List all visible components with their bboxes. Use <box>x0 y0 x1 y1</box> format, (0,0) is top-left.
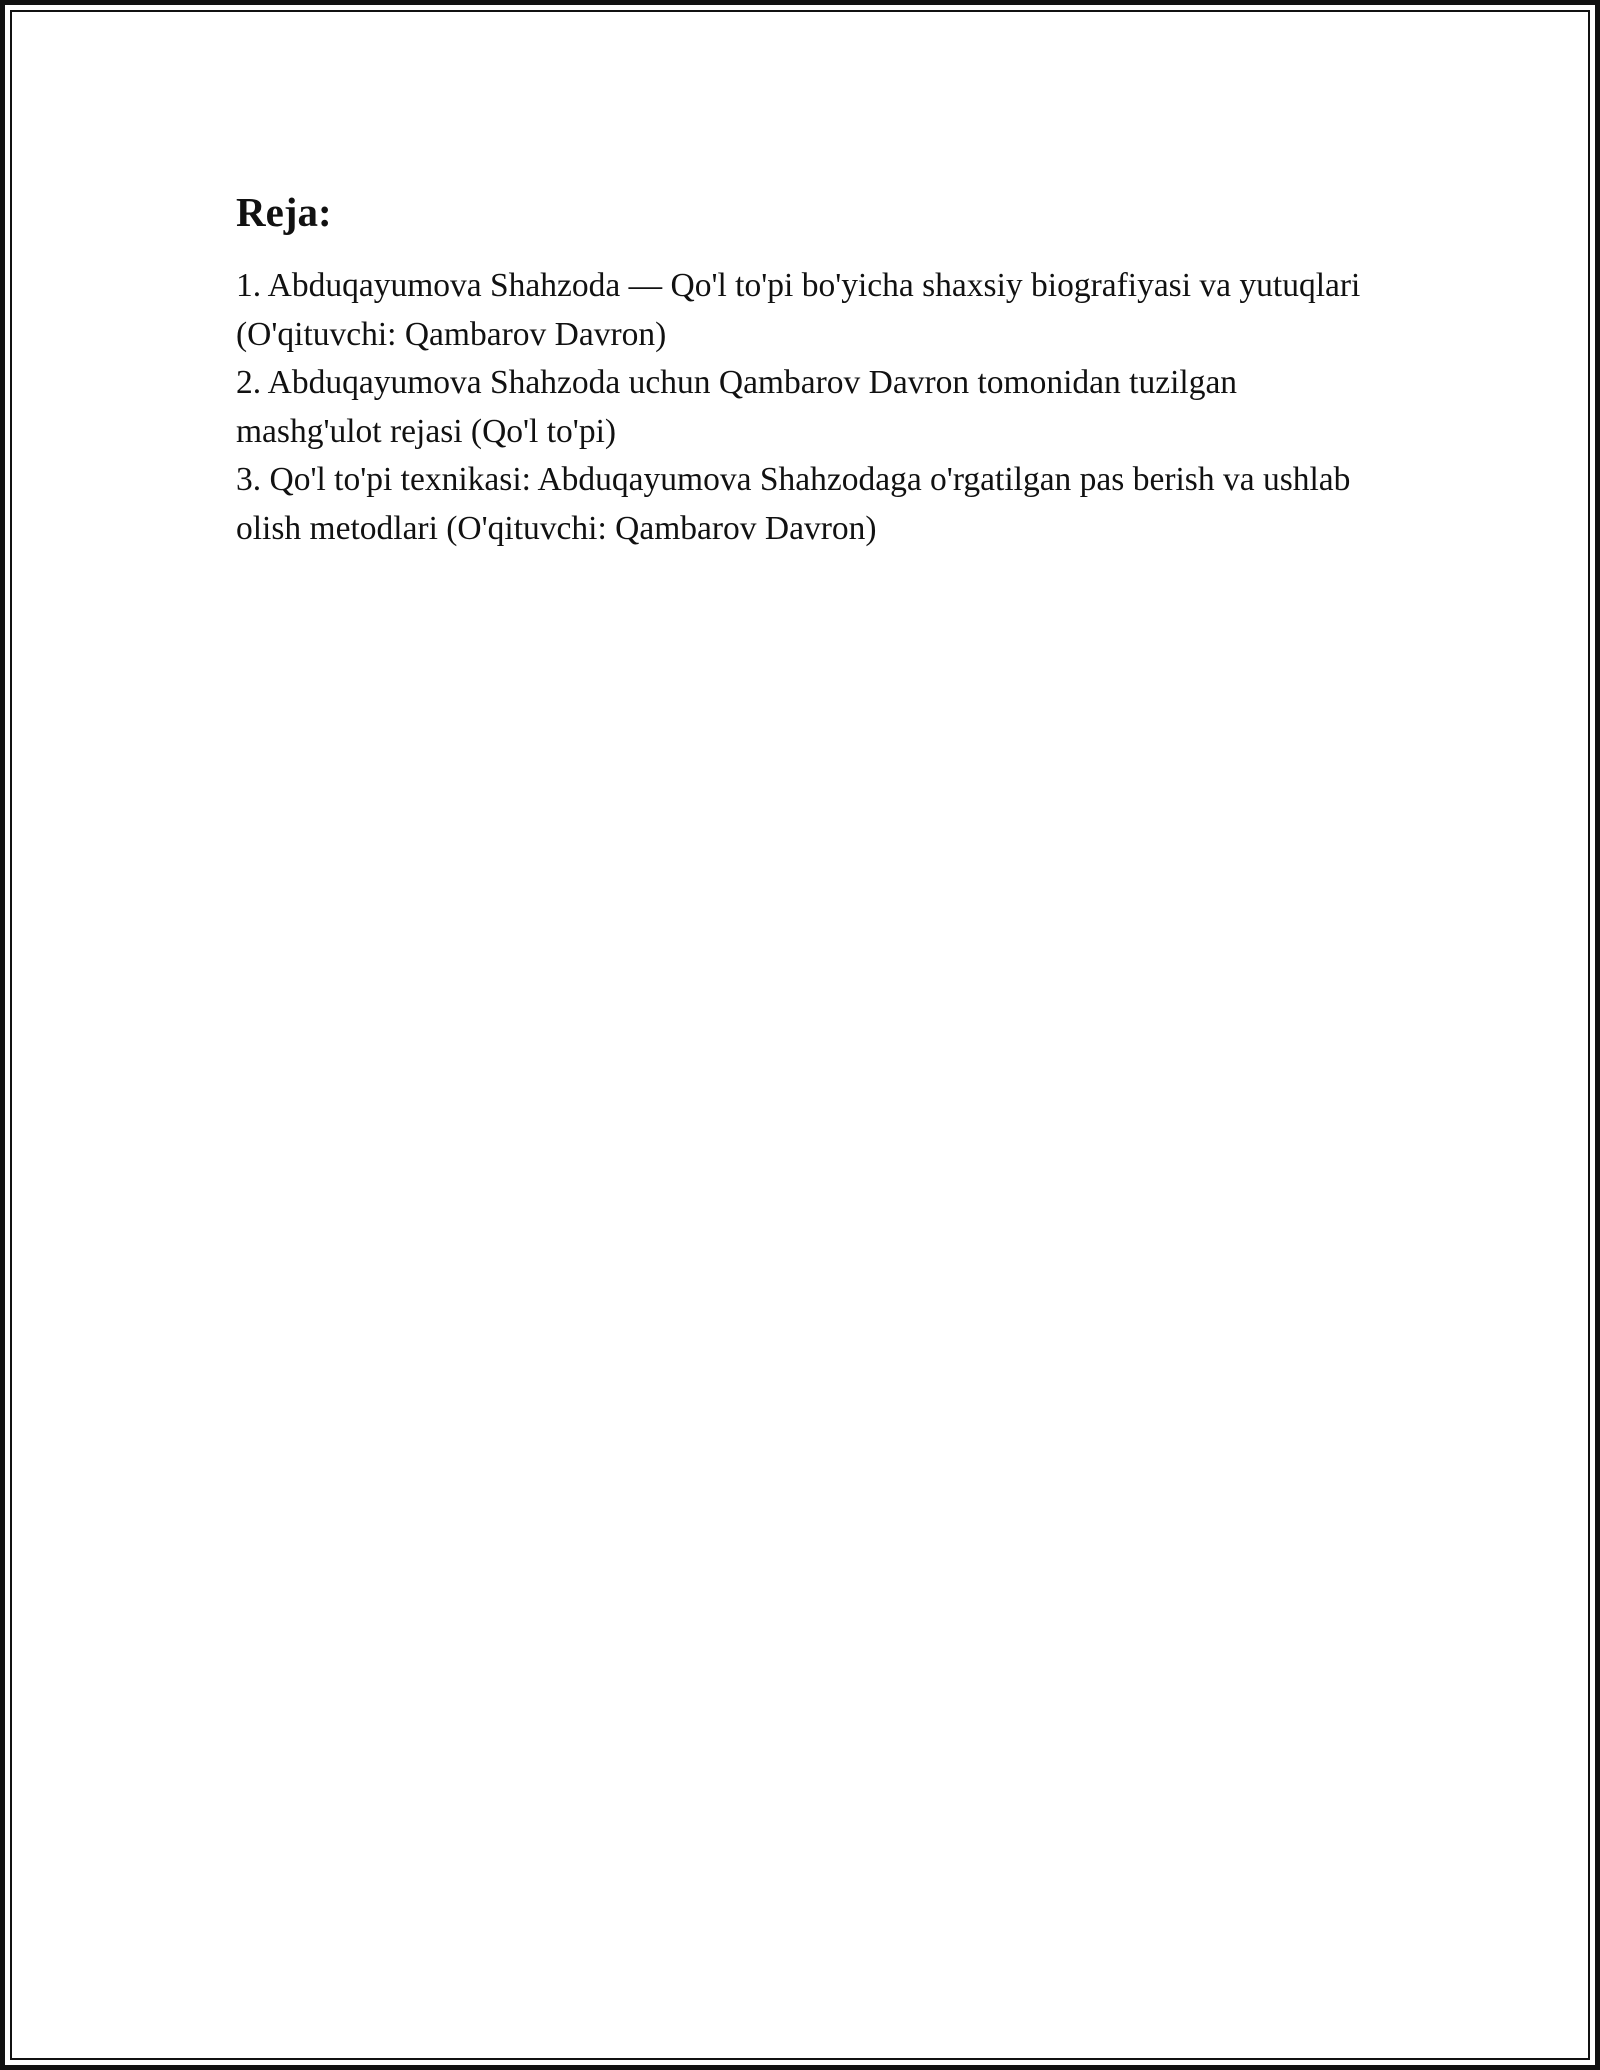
plan-item-2: 2. Abduqayumova Shahzoda uchun Qambarov Davron tomonidan tuzilgan mashg'ulot rejasi (Qo'l to'pi) <box>236 364 1238 450</box>
plan-list <box>236 262 1386 553</box>
plan-item-1: 1. Abduqayumova Shahzoda — Qo'l to'pi bo'yicha shaxsiy biografiyasi va yutuqlari (O'qituvchi: Qambarov Davron) <box>236 267 1361 353</box>
plan-item-3: 3. Qo'l to'pi texnikasi: Abduqayumova Shahzodaga o'rgatilgan pas berish va ushlab olish metodlari (O'qituvchi: Qambarov Davron) <box>236 461 1351 547</box>
page-content <box>236 182 1386 553</box>
plan-heading: Reja: <box>236 189 332 235</box>
